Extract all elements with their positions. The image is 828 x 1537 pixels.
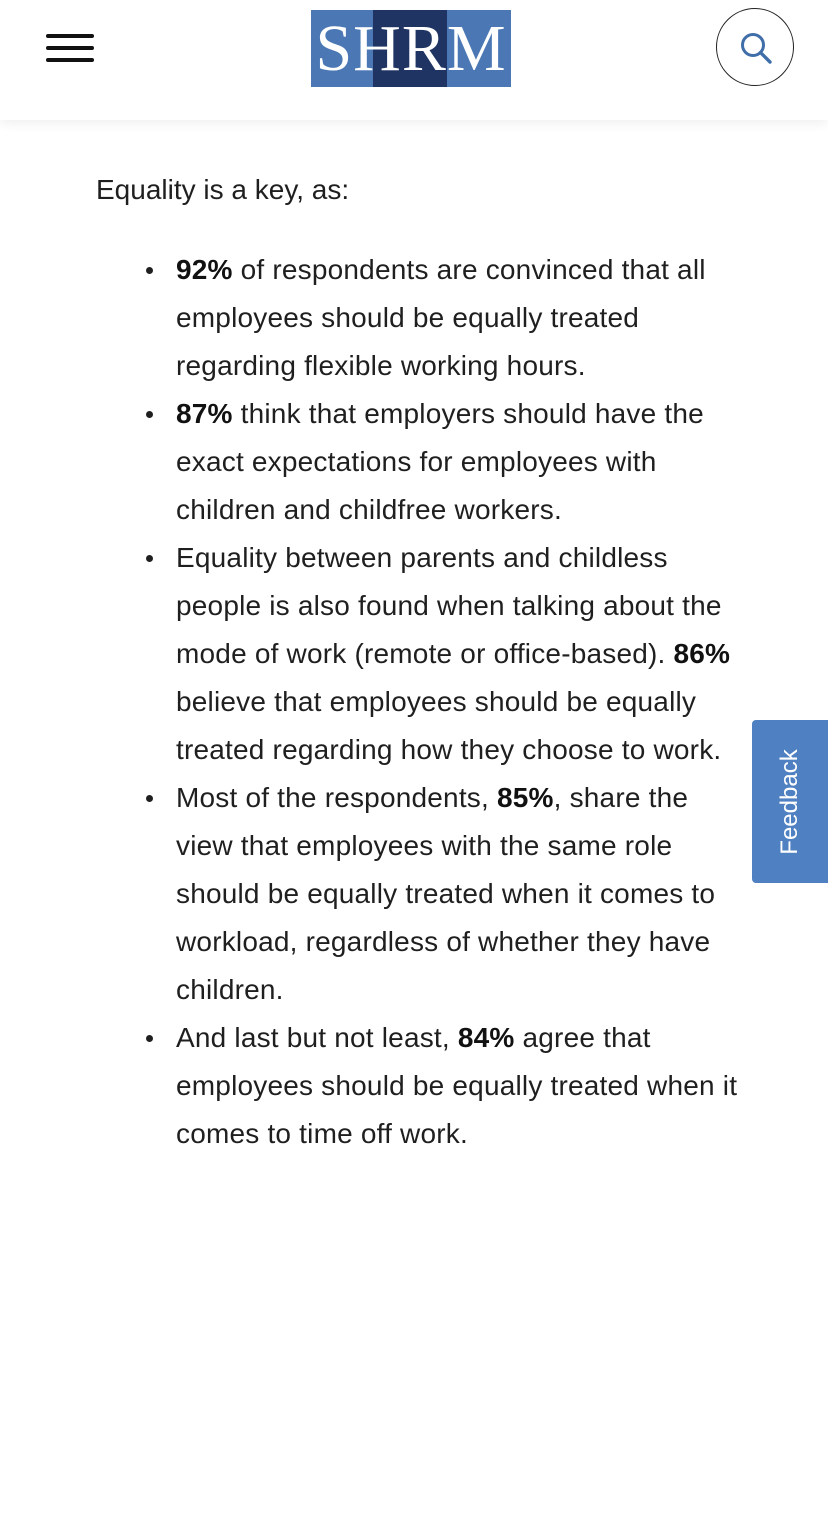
stat-value: 85% bbox=[496, 782, 554, 813]
stat-value: 87% bbox=[176, 398, 233, 429]
list-item: 92% of respondents are convinced that all employees should be equally treated regarding flexible working hours. bbox=[176, 246, 746, 390]
stat-value: 92% bbox=[176, 254, 233, 285]
site-header bbox=[0, 0, 828, 120]
list-item: And last but not least, 84% agree that employees should be equally treated when it comes to time off work. bbox=[176, 1014, 746, 1158]
shrm-logo[interactable]: SHRM bbox=[311, 10, 511, 87]
hamburger-menu-icon[interactable] bbox=[44, 30, 96, 66]
intro-paragraph: Equality is a key, as: bbox=[96, 174, 350, 205]
list-item: 87% think that employers should have the exact expectations for employees with children and childfree workers. bbox=[176, 390, 746, 534]
stats-list bbox=[96, 246, 746, 1158]
search-button[interactable] bbox=[716, 8, 794, 86]
list-item: Equality between parents and childless people is also found when talking about the mode of work (remote or office-based). 86% believe that employees should be equally treated regarding how they choose to work. bbox=[176, 534, 746, 774]
search-icon bbox=[739, 31, 773, 65]
list-item: Most of the respondents, 85%, share the view that employees with the same role should be equally treated when it comes to workload, regardless of whether they have children. bbox=[176, 774, 746, 1014]
feedback-tab[interactable] bbox=[752, 720, 828, 883]
feedback-label: Feedback bbox=[776, 748, 803, 855]
stat-value: 86% bbox=[673, 638, 731, 669]
stat-value: 84% bbox=[457, 1022, 515, 1053]
